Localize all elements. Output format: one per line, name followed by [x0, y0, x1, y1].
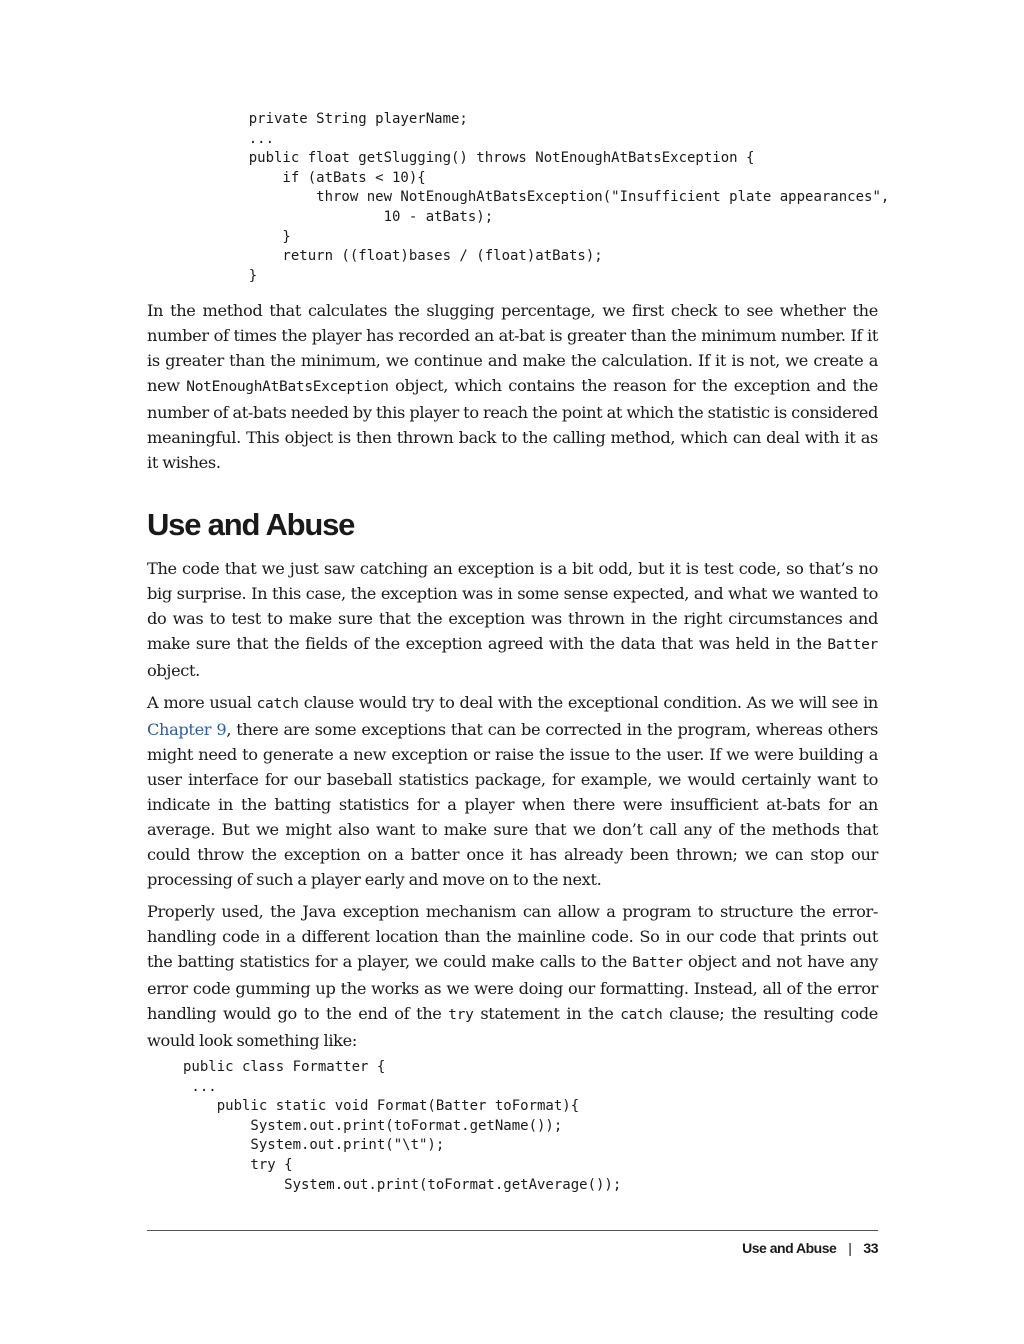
text-run: Properly used, the Java exception mechanism can allow a program to structure the error-handling code in a different location than the mainline code. So in our code that prints out the batting statistics for a player, we could make calls to the	[147, 902, 878, 971]
text-run: clause; the resulting code would look something like:	[147, 1004, 878, 1050]
section-heading: Use and Abuse	[147, 507, 355, 542]
text-run: In the method that calculates the slugging percentage, we first check to see whether the number of times the player has recorded an at-bat is greater than the minimum number. If it is greater than the minimum, we continue and make the calculation. If it is not, we create a new	[147, 301, 878, 395]
paragraph-catch-clause	[147, 690, 878, 892]
page-footer	[742, 1240, 878, 1256]
text-run: , there are some exceptions that can be corrected in the program, whereas others might need to generate a new exception or raise the issue to the user. If we were building a user interface for our baseball statistics package, for example, we would certainly want to indicate in the batting statistics for a player when there were insufficient at-bats for an average. But we might also want to make sure that we don’t call any of the methods that could throw the exception on a batter once it has already been thrown; we can stop our processing of such a player early and move on to the next.	[147, 720, 878, 889]
code-block-get-slugging: private String playerName; ... public float getSlugging() throws NotEnoughAtBatsException { if (atBats < 10){ throw new NotEnoughAtBatsException("Insufficient plate appearances", 10 - atBats); } return ((float)bases / (float)atBats); }	[248, 111, 890, 284]
paragraph-slugging-explanation	[147, 298, 878, 475]
footer-section-title: Use and Abuse	[742, 1240, 837, 1256]
footer-separator: |	[848, 1240, 852, 1256]
inline-code: catch	[256, 696, 299, 712]
text-run: The code that we just saw catching an exception is a bit odd, but it is test code, so that’s no big surprise. In this case, the exception was in some sense expected, and what we wanted to do was to test to make sure that the exception was thrown in the right circumstances and make sure that the fields of the exception agreed with the data that was held in the	[147, 559, 878, 653]
inline-code: NotEnoughAtBatsException	[186, 379, 389, 395]
inline-code: Batter	[632, 955, 683, 971]
text-run: A more usual	[147, 693, 257, 712]
text-run: statement in the	[473, 1004, 621, 1023]
footer-divider	[147, 1230, 878, 1231]
text-run: clause would try to deal with the exceptional condition. As we will see in	[298, 693, 878, 712]
code-block-formatter: public class Formatter { ... public static void Format(Batter toFormat){ System.out.print(toFormat.getName()); System.out.print("\t"); try { System.out.print(toFormat.getAverage());	[183, 1059, 622, 1193]
text-run: object.	[147, 661, 200, 680]
inline-code: try	[448, 1007, 474, 1023]
paragraph-test-code	[147, 556, 878, 683]
page-number: 33	[863, 1240, 878, 1256]
chapter-9-link[interactable]: Chapter 9	[147, 720, 227, 739]
paragraph-exception-mechanism	[147, 899, 878, 1053]
text-run: object, which contains the reason for the exception and the number of at-bats needed by this player to reach the point at which the statistic is considered meaningful. This object is then thrown back to the calling method, which can deal with it as it wishes.	[147, 376, 879, 472]
inline-code: catch	[620, 1007, 663, 1023]
book-page	[147, 0, 890, 1344]
inline-code: Batter	[827, 637, 878, 653]
text-run: object and not have any error code gumming up the works as we were doing our formatting. Instead, all of the error handling would go to the end of the	[147, 952, 878, 1023]
